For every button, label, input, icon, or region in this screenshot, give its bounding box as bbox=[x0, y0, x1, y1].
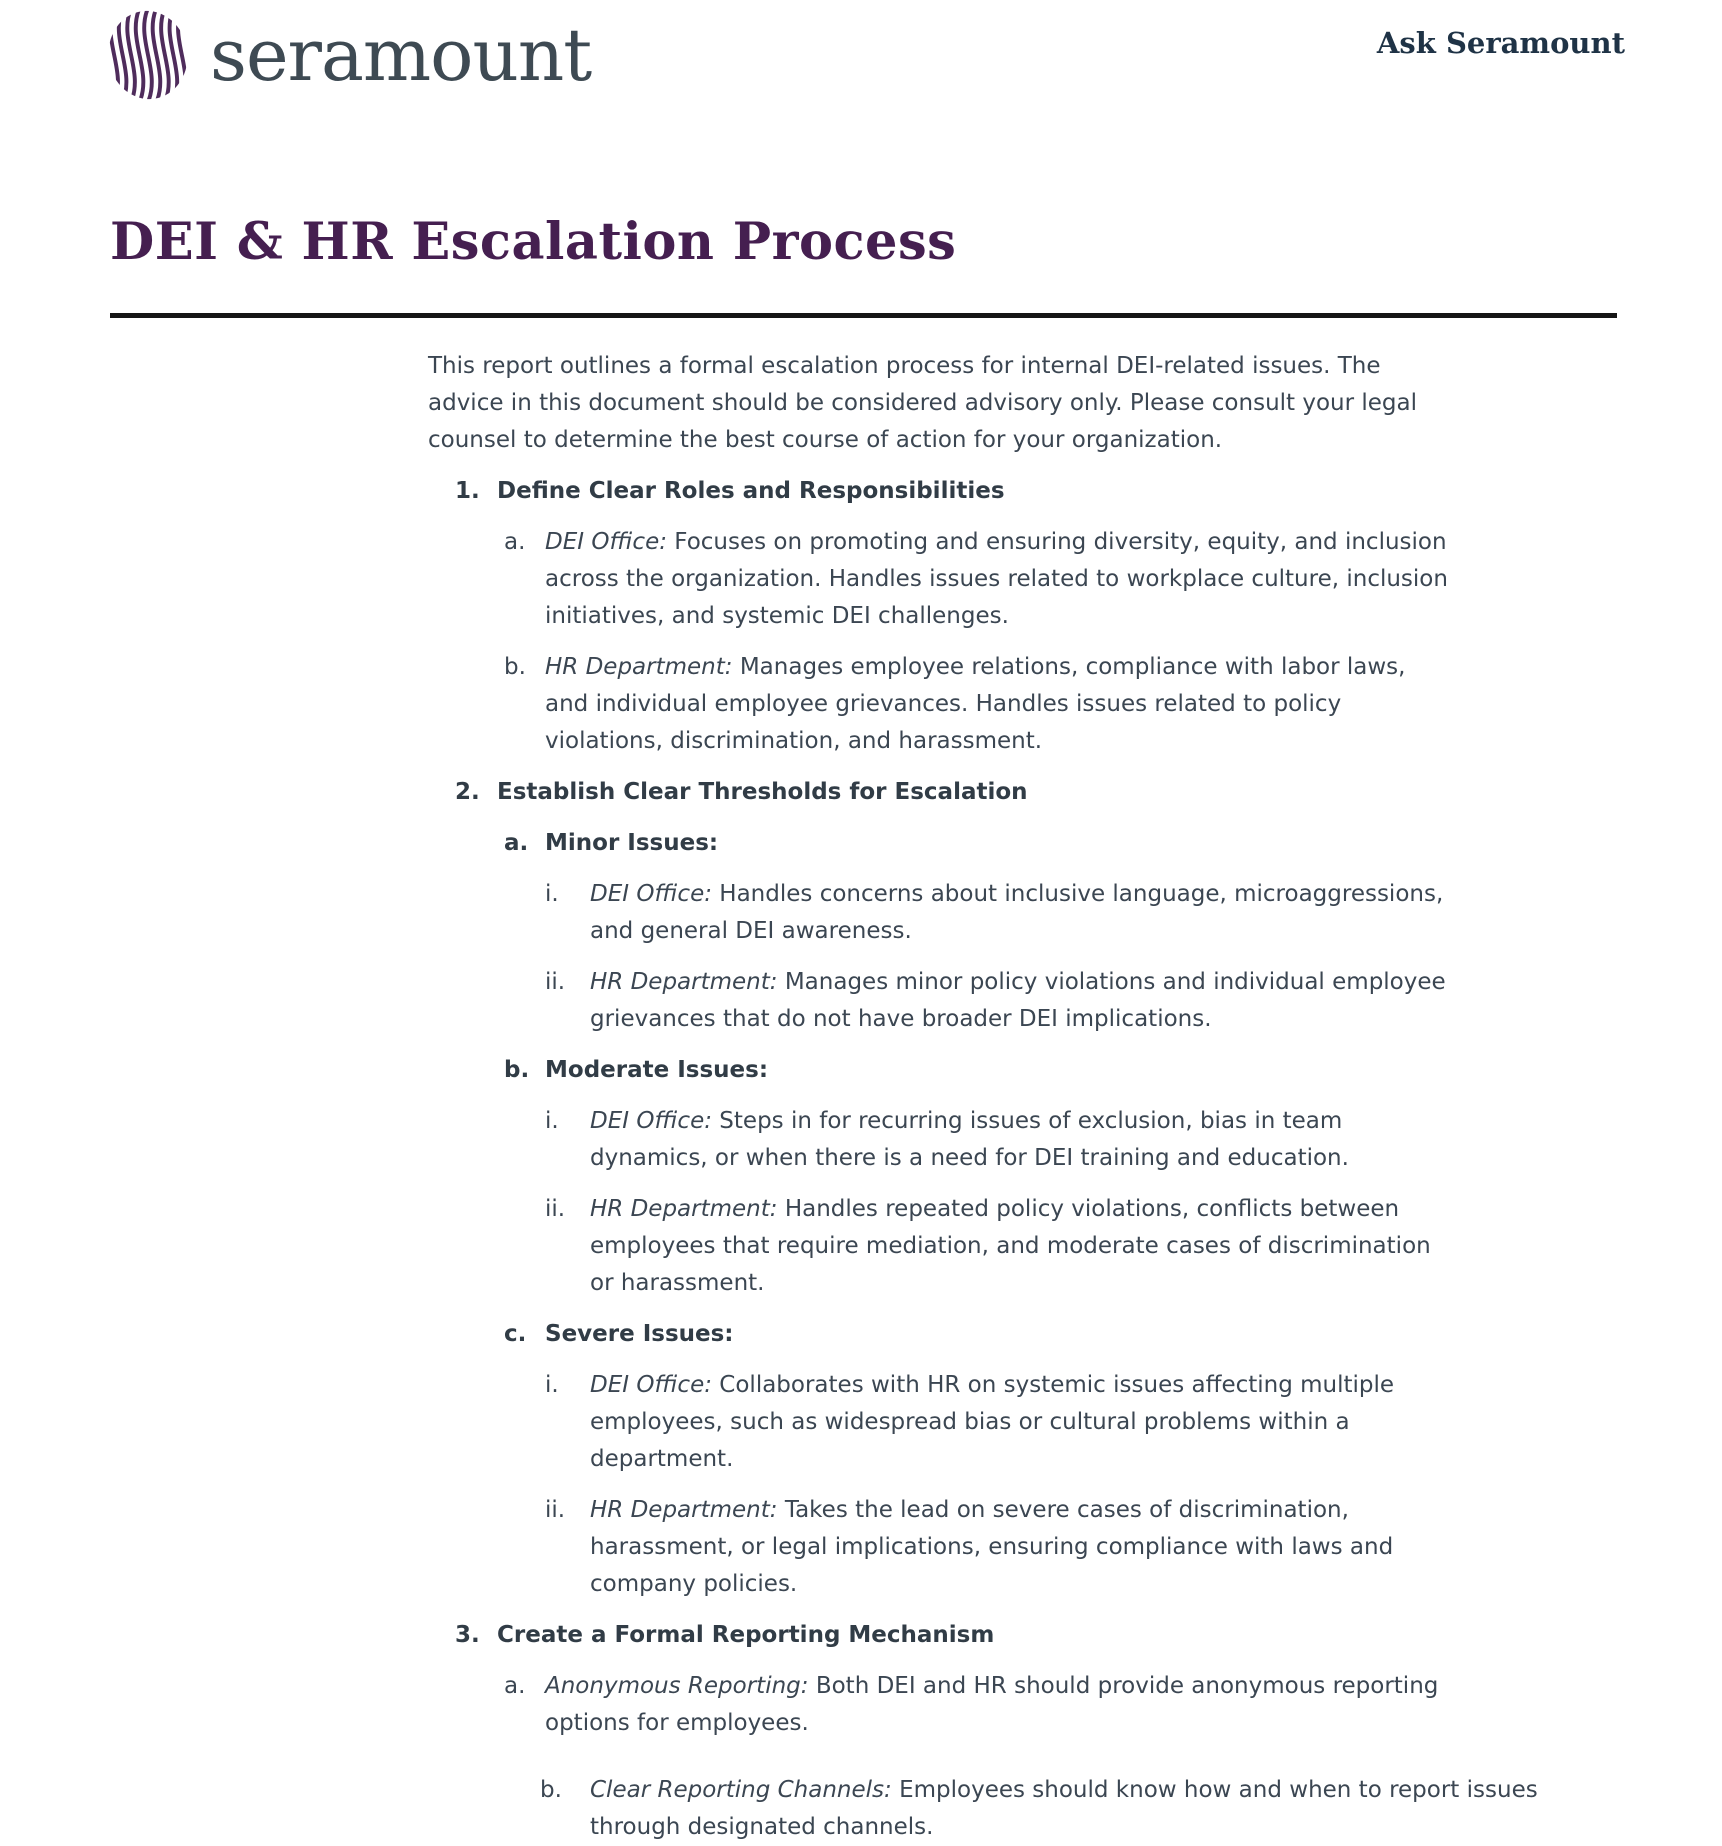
item-lead: DEI Office: bbox=[590, 1108, 712, 1134]
item-body: Takes the lead on severe cases of discrimination, harassment, or legal implications, ensuring compliance with laws and company policies. bbox=[590, 1497, 1394, 1597]
item-body: Handles concerns about inclusive language, microaggressions, and general DEI awareness. bbox=[590, 881, 1444, 944]
list-item bbox=[545, 1191, 1450, 1302]
list-item-text bbox=[545, 524, 1450, 635]
item-body: Focuses on promoting and ensuring diversity, equity, and inclusion across the organization. Handles issues related to workplace culture, inclusion initiatives, and systemic DEI challenges. bbox=[545, 529, 1448, 629]
brand-wordmark: seramount bbox=[210, 13, 592, 97]
list-number: 3. bbox=[455, 1622, 480, 1648]
list-marker: i. bbox=[545, 1108, 559, 1134]
list-marker: c. bbox=[504, 1321, 527, 1347]
list-marker: a. bbox=[504, 529, 526, 555]
list-item-text bbox=[590, 1367, 1450, 1478]
document-body bbox=[428, 348, 1450, 1742]
list-marker: i. bbox=[545, 1372, 559, 1398]
list-item-text bbox=[590, 1103, 1450, 1177]
item-lead: DEI Office: bbox=[590, 1372, 712, 1398]
item-body: Steps in for recurring issues of exclusion, bias in team dynamics, or when there is a need for DEI training and education. bbox=[590, 1108, 1349, 1171]
subsection-heading-text: Severe Issues: bbox=[545, 1321, 734, 1347]
section-1-heading bbox=[455, 473, 1450, 510]
page-title: DEI & HR Escalation Process bbox=[110, 212, 957, 272]
list-marker: ii. bbox=[545, 969, 566, 995]
item-body: Both DEI and HR should provide anonymous reporting options for employees. bbox=[545, 1673, 1439, 1736]
item-body: Manages employee relations, compliance with labor laws, and individual employee grievances. Handles issues related to policy violations, discrimination, and harassment. bbox=[545, 654, 1406, 754]
list-marker: b. bbox=[504, 1057, 530, 1083]
list-marker: b. bbox=[504, 654, 526, 680]
list-marker: i. bbox=[545, 881, 559, 907]
subsection-b-heading bbox=[504, 1052, 1450, 1089]
list-item-text bbox=[590, 1492, 1450, 1603]
list-item-text bbox=[590, 964, 1450, 1038]
ask-seramount-link[interactable]: Ask Seramount bbox=[1376, 26, 1625, 60]
list-item bbox=[504, 1668, 1450, 1742]
item-body: Manages minor policy violations and individual employee grievances that do not have broader DEI implications. bbox=[590, 969, 1446, 1032]
title-divider bbox=[110, 313, 1617, 318]
list-marker: ii. bbox=[545, 1497, 566, 1523]
item-lead: Clear Reporting Channels: bbox=[590, 1777, 892, 1803]
list-marker: a. bbox=[504, 830, 529, 856]
item-lead: DEI Office: bbox=[545, 529, 667, 555]
list-item-text bbox=[590, 876, 1450, 950]
list-item bbox=[504, 524, 1450, 635]
subsection-c-heading bbox=[504, 1316, 1450, 1353]
list-item bbox=[545, 876, 1450, 950]
list-item bbox=[545, 1367, 1450, 1478]
list-item bbox=[545, 1103, 1450, 1177]
item-body: Handles repeated policy violations, conflicts between employees that require mediation, and moderate cases of discrimination or harassment. bbox=[590, 1196, 1431, 1296]
section-2-heading bbox=[455, 774, 1450, 811]
section-heading-text: Create a Formal Reporting Mechanism bbox=[497, 1622, 995, 1648]
section-heading-text: Define Clear Roles and Responsibilities bbox=[497, 478, 1005, 504]
section-3-heading bbox=[455, 1617, 1450, 1654]
list-number: 2. bbox=[455, 779, 480, 805]
list-item bbox=[545, 1492, 1450, 1603]
item-body: Employees should know how and when to report issues through designated channels. bbox=[590, 1777, 1538, 1840]
item-lead: HR Department: bbox=[545, 654, 733, 680]
subsection-heading-text: Minor Issues: bbox=[545, 830, 719, 856]
list-marker: b. bbox=[540, 1777, 562, 1803]
list-item-text bbox=[545, 1668, 1450, 1742]
list-item bbox=[545, 964, 1450, 1038]
item-lead: DEI Office: bbox=[590, 881, 712, 907]
list-item-text bbox=[590, 1191, 1450, 1302]
seramount-swirl-icon bbox=[100, 8, 196, 102]
list-item-text bbox=[590, 1772, 1540, 1846]
list-number: 1. bbox=[455, 478, 480, 504]
subsection-a-heading bbox=[504, 825, 1450, 862]
list-marker: a. bbox=[504, 1673, 526, 1699]
intro-paragraph: This report outlines a formal escalation process for internal DEI-related issues. The advice in this document should be considered advisory only. Please consult your legal counsel to determine the best course of action for your organization. bbox=[428, 353, 1418, 453]
item-lead: HR Department: bbox=[590, 1196, 778, 1222]
item-lead: HR Department: bbox=[590, 1497, 778, 1523]
list-marker: ii. bbox=[545, 1196, 566, 1222]
partial-list-item bbox=[540, 1772, 1540, 1846]
list-item-text bbox=[545, 649, 1450, 760]
item-lead: HR Department: bbox=[590, 969, 778, 995]
list-item bbox=[504, 649, 1450, 760]
item-body: Collaborates with HR on systemic issues affecting multiple employees, such as widespread bias or cultural problems within a department. bbox=[590, 1372, 1395, 1472]
section-heading-text: Establish Clear Thresholds for Escalation bbox=[497, 779, 1028, 805]
seramount-logo bbox=[100, 8, 591, 102]
subsection-heading-text: Moderate Issues: bbox=[545, 1057, 769, 1083]
item-lead: Anonymous Reporting: bbox=[545, 1673, 809, 1699]
